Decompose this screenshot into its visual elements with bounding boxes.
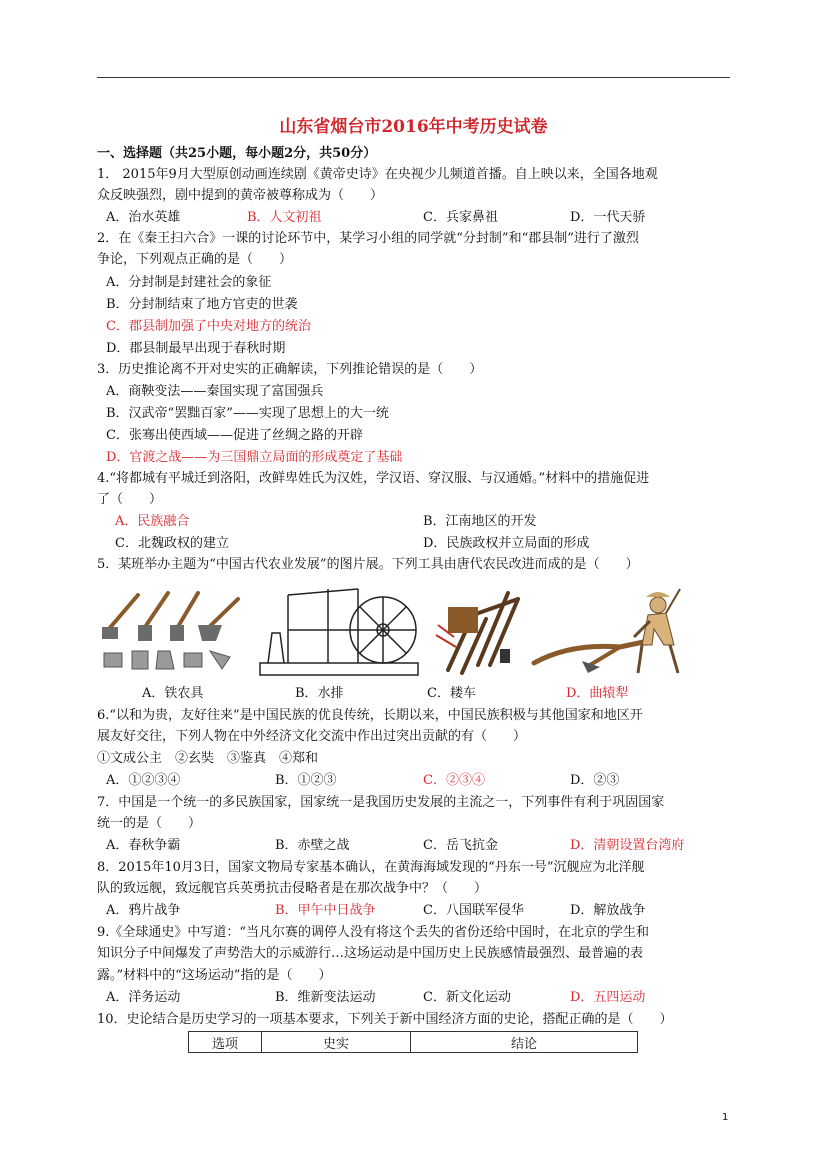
- q8-option-d: D．解放战争: [570, 903, 646, 918]
- seed-drill-image: [428, 585, 522, 680]
- q4-stem-line1: 4.“将都城有平城迁到洛阳，改鲜卑姓氏为汉姓，学汉语、穿汉服、与汉通婚。”材料中的措施促进: [97, 471, 650, 486]
- q5-option-b: B．水排: [295, 686, 344, 701]
- q4-option-b: B．江南地区的开发: [423, 514, 537, 529]
- q6-stem-line1: 6.“以和为贵，友好往来”是中国民族的优良传统，长期以来，中国民族积极与其他国家和地区开: [97, 708, 643, 723]
- q6-option-c: C．②③④: [423, 773, 485, 788]
- q4-option-d: D．民族政权并立局面的形成: [423, 536, 590, 551]
- q3-option-a: A．商鞅变法——秦国实现了富国强兵: [106, 384, 324, 399]
- q7-option-a: A．春秋争霸: [106, 838, 181, 853]
- table-header-row: [189, 1032, 638, 1053]
- q5-option-c: C．耧车: [427, 686, 476, 701]
- q8-option-a: A．鸦片战争: [106, 903, 181, 918]
- q3-option-d: D．官渡之战——为三国鼎立局面的形成奠定了基础: [106, 450, 403, 465]
- q1-option-d: D．一代天骄: [570, 210, 646, 225]
- q9-option-c: C．新文化运动: [423, 990, 511, 1005]
- q3-option-b: B．汉武帝“罢黜百家”——实现了思想上的大一统: [106, 406, 389, 421]
- page-number: 1: [722, 1112, 729, 1123]
- q6-option-a: A．①②③④: [106, 773, 181, 788]
- q5-option-a: A．铁农具: [142, 686, 204, 701]
- q10-stem-line1: 10．史论结合是历史学习的一项基本要求，下列关于新中国经济方面的史论，搭配正确的是（ ）: [97, 1012, 673, 1027]
- q9-stem-line3: 露。”材料中的“这场运动”指的是（ ）: [97, 968, 332, 983]
- q9-stem-line2: 知识分子中间爆发了声势浩大的示威游行…这场运动是中国历史上民族感情最强烈、最普遍的表: [97, 946, 644, 961]
- q7-option-c: C．岳飞抗金: [423, 838, 498, 853]
- q1-stem-line1: 1． 2015年9月大型原创动画连续剧《黄帝史诗》在央视少儿频道首播。自上映以来，全国各地观: [97, 167, 658, 182]
- q6-stem-line3: ①文成公主 ②玄奘 ③鉴真 ④郑和: [97, 751, 319, 766]
- q2-option-b: B．分封制结束了地方官吏的世袭: [106, 297, 298, 312]
- q9-option-b: B．维新变法运动: [275, 990, 376, 1005]
- q7-option-b: B．赤壁之战: [275, 838, 350, 853]
- q3-stem-line1: 3．历史推论离不开对史实的正确解读，下列推论错误的是（ ）: [97, 362, 483, 377]
- q3-option-c: C．张骞出使西域——促进了丝绸之路的开辟: [106, 428, 363, 443]
- q10-table: [188, 1031, 638, 1053]
- q9-option-d: D．五四运动: [570, 990, 646, 1005]
- q2-option-c: C．郡县制加强了中央对地方的统治: [106, 319, 311, 334]
- curved-shaft-plow-image: [530, 583, 690, 680]
- q7-stem-line1: 7．中国是一个统一的多民族国家，国家统一是我国历史发展的主流之一，下列事件有利于巩固国家: [97, 795, 665, 810]
- q1-option-a: A．治水英雄: [106, 210, 181, 225]
- table-header-conclusion: 结论: [411, 1032, 638, 1053]
- q9-stem-line1: 9.《全球通史》中写道：“当凡尔赛的调停人没有将这个丢失的省份还给中国时，在北京的学生和: [97, 925, 650, 940]
- q7-option-d: D．清朝设置台湾府: [570, 838, 685, 853]
- table-header-option: 选项: [189, 1032, 262, 1053]
- page-title: 山东省烟台市2016年中考历史试卷: [279, 117, 548, 137]
- q4-stem-line2: 了（ ）: [97, 492, 163, 507]
- table-header-fact: 史实: [262, 1032, 411, 1053]
- q4-option-c: C．北魏政权的建立: [115, 536, 229, 551]
- q2-option-a: A．分封制是封建社会的象征: [106, 275, 272, 290]
- q6-option-b: B．①②③: [275, 773, 337, 788]
- q2-option-d: D．郡县制最早出现于春秋时期: [106, 341, 286, 356]
- q8-option-c: C．八国联军侵华: [423, 903, 524, 918]
- q8-option-b: B．甲午中日战争: [275, 903, 376, 918]
- q5-option-d: D．曲辕犁: [566, 686, 629, 701]
- q8-stem-line2: 队的致远舰，致远舰官兵英勇抗击侵略者是在那次战争中？（ ）: [97, 881, 488, 896]
- q2-stem-line2: 争论，下列观点正确的是（ ）: [97, 252, 293, 267]
- section-heading: 一、选择题（共25小题，每小题2分，共50分）: [97, 146, 377, 161]
- water-bellows-image: [258, 585, 420, 680]
- q5-stem-line1: 5．某班举办主题为“中国古代农业发展”的图片展。下列工具由唐代农民改进而成的是（ ）: [97, 557, 639, 572]
- q1-option-c: C．兵家鼻祖: [423, 210, 498, 225]
- q6-stem-line2: 展友好交往，下列人物在中外经济文化交流中作出过突出贡献的有（ ）: [97, 729, 527, 744]
- q2-stem-line1: 2．在《秦王扫六合》一课的讨论环节中，某学习小组的同学就“分封制”和“郡县制”进行了激烈: [97, 231, 639, 246]
- q4-option-a: A．民族融合: [115, 514, 190, 529]
- q1-stem-line2: 众反映强烈，剧中提到的黄帝被尊称成为（ ）: [97, 188, 384, 203]
- iron-tools-image: [98, 585, 248, 680]
- header-rule: [97, 77, 730, 78]
- q7-stem-line2: 统一的是（ ）: [97, 816, 202, 831]
- q6-option-d: D．②③: [570, 773, 620, 788]
- q1-option-b: B．人文初祖: [247, 210, 322, 225]
- q8-stem-line1: 8．2015年10月3日，国家文物局专家基本确认，在黄海海域发现的“丹东一号”沉舰应为北洋舰: [97, 860, 645, 875]
- q9-option-a: A．洋务运动: [106, 990, 181, 1005]
